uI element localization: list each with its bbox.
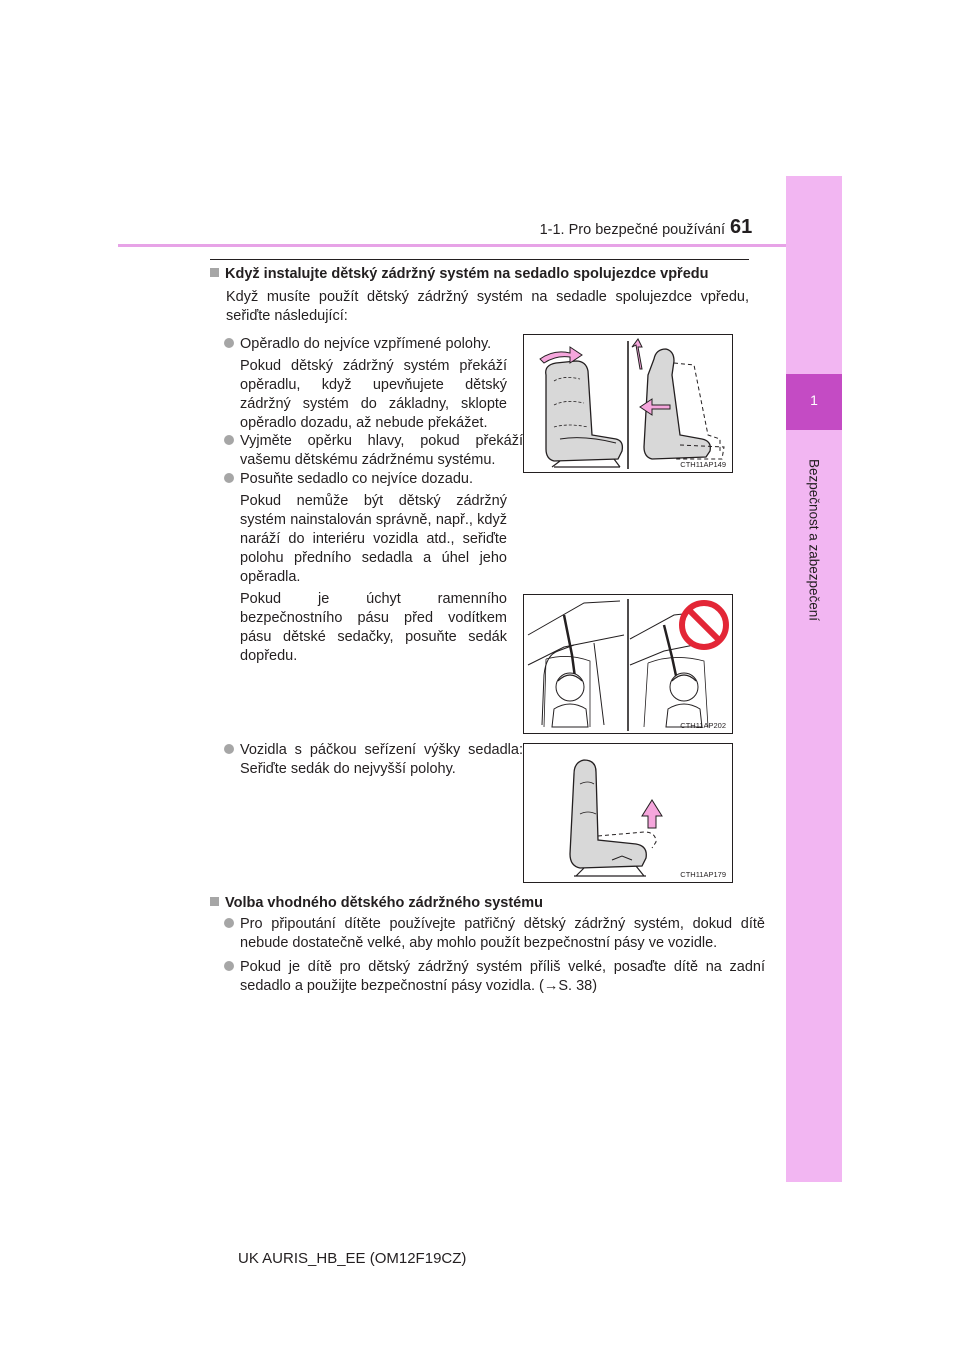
circle-bullet-icon [224,961,234,971]
section-heading-text: Když instalujte dětský zádržný systém na sedadlo spolujezdce vpředu [225,266,709,282]
bullet-text: Posuňte sedadlo co nejvíce dozadu. [240,471,473,487]
footer-model-code: UK AURIS_HB_EE (OM12F19CZ) [238,1250,467,1267]
page-number: 61 [730,216,753,238]
section-intro: Když musíte použít dětský zádržný systém na sedadle spolujezdce vpředu, seřiďte následující: [226,289,749,324]
bullet-item [224,741,523,779]
bullet-text: Opěradlo do nejvíce vzpřímené polohy. [240,336,492,352]
square-bullet-icon [210,897,219,906]
section-heading-text: Volba vhodného dětského zádržného systému [225,895,543,911]
bullet-detail: Pokud nemůže být dětský zádržný systém nainstalován správně, např., když naráží do interiéru vozidla atd., seřiďte polohu předního sedadla a úhel jeho opěradla. [240,493,507,585]
shoulder-belt-illustration [524,595,732,733]
section-heading [210,264,755,284]
bullet-text: Pokud je dítě pro dětský zádržný systém příliš velké, posaďte dítě na zadní sedadlo a použijte bezpečnostní pásy vozidla. (→S. 38) [240,959,765,994]
bullet-item [224,335,523,354]
figure-code: CTH11AP202 [680,721,726,730]
belt-note: Pokud je úchyt ramenního bezpečnostního pásu před vodítkem pásu dětské sedačky, posuňte sedák dopředu. [240,591,507,664]
bullet-text: Vyjměte opěrku hlavy, pokud překáží vašemu dětskému zádržnému systému. [240,433,523,468]
circle-bullet-icon [224,473,234,483]
bullet-item [224,915,765,953]
chapter-tab-label: Bezpečnost a zabezpečení [806,458,822,622]
bullet-item [224,432,523,470]
chapter-side-tab [786,176,842,1182]
figure-code: CTH11AP179 [680,870,726,879]
bullet-text: Vozidla s páčkou seřízení výšky sedadla: Seřiďte sedák do nejvyšší polohy. [240,742,523,777]
figure-code: CTH11AP149 [680,460,726,469]
bullet-item [224,470,523,489]
header-divider [118,244,786,247]
seat-backrest-illustration [524,335,732,472]
chapter-tab-number: 1 [810,392,818,408]
circle-bullet-icon [224,338,234,348]
chapter-title: 1-1. Pro bezpečné používání [539,222,725,238]
section-heading [210,893,755,913]
bullet-item [224,958,765,996]
figure-shoulder-belt [523,594,733,734]
section-divider [210,259,749,260]
circle-bullet-icon [224,744,234,754]
seat-height-illustration [524,744,732,882]
square-bullet-icon [210,268,219,277]
circle-bullet-icon [224,918,234,928]
bullet-detail: Pokud dětský zádržný systém překáží opěradlu, když upevňujete dětský zádržný systém do základny, sklopte opěradlo dozadu, až nebude překážet. [240,358,507,431]
bullet-text: Pro připoutání dítěte používejte patřičný dětský zádržný systém, dokud dítě nebude dostatečně velké, aby mohlo použít bezpečnostní pásy ve vozidle. [240,916,765,951]
figure-seat-backrest [523,334,733,473]
circle-bullet-icon [224,435,234,445]
figure-seat-height [523,743,733,883]
